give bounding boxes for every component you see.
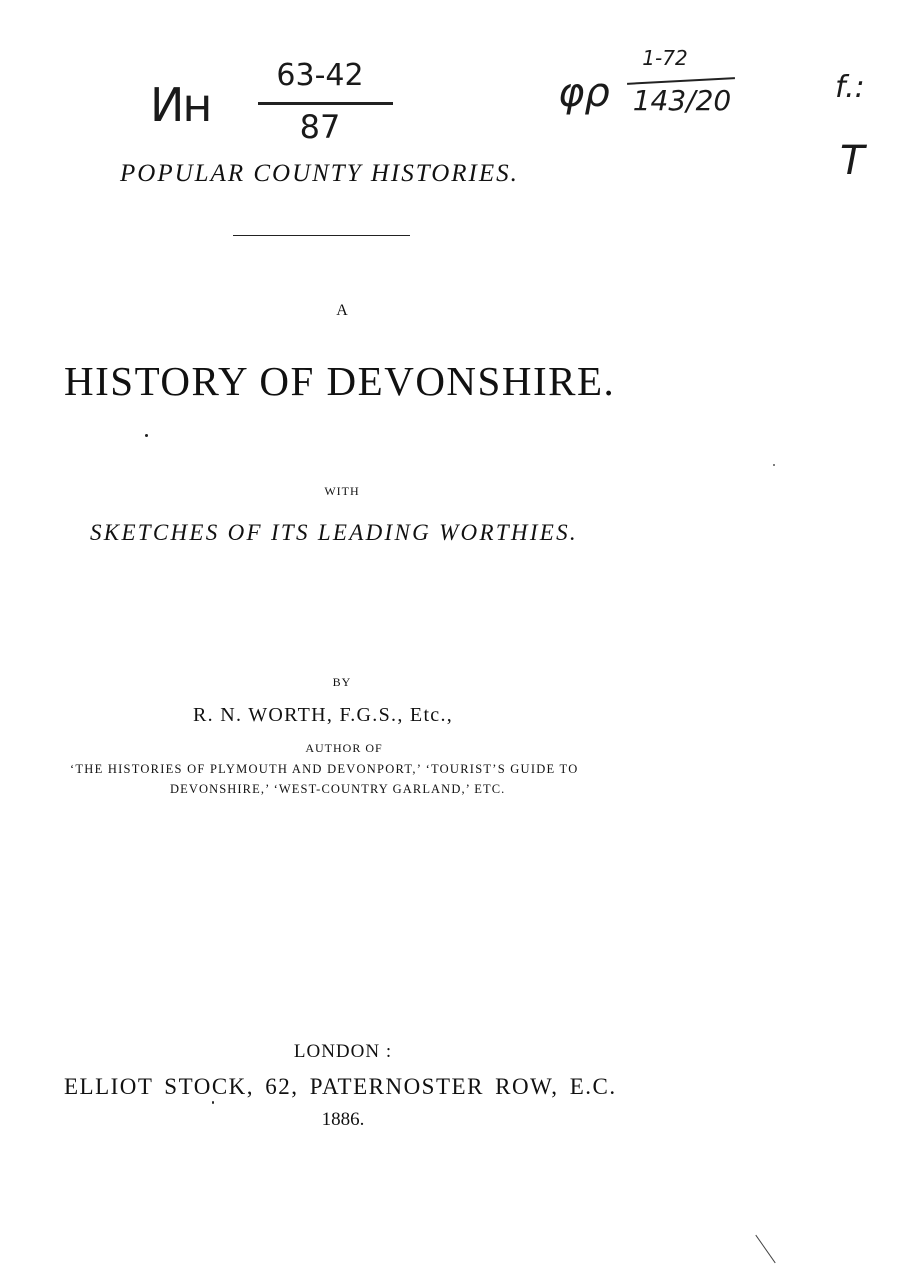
margin-mark-bottom: T <box>840 138 865 184</box>
shelfmark-prefix: Ин <box>150 78 211 132</box>
title-divider <box>233 235 410 236</box>
library-mark-numerator: 1-72 <box>642 46 688 70</box>
corner-mark <box>755 1235 775 1263</box>
series-title: POPULAR COUNTY HISTORIES. <box>120 160 519 187</box>
shelfmark-numerator: 63-42 <box>276 58 364 93</box>
by-label: BY <box>332 675 352 689</box>
author-works-line-2: DEVONSHIRE,’ ‘WEST-COUNTRY GARLAND,’ ETC. <box>170 782 506 796</box>
ink-speck <box>145 434 148 437</box>
author-works-line-1: ‘THE HISTORIES OF PLYMOUTH AND DEVONPORT,’ ‘TOURIST’S GUIDE TO <box>70 762 579 776</box>
shelfmark-fraction-line <box>258 102 393 105</box>
author-of-label: AUTHOR OF <box>305 741 383 755</box>
ink-speck <box>212 1101 214 1104</box>
subtitle: SKETCHES OF ITS LEADING WORTHIES. <box>90 520 578 545</box>
publication-place: LONDON : <box>293 1041 393 1062</box>
publisher-address: ELLIOT STOCK, 62, PATERNOSTER ROW, E.C. <box>64 1074 617 1099</box>
author-name: R. N. WORTH, F.G.S., Etc., <box>193 704 454 726</box>
publication-year: 1886. <box>321 1109 365 1130</box>
shelfmark-denominator: 87 <box>299 108 341 146</box>
ink-speck <box>773 464 775 466</box>
margin-mark-top: f.: <box>835 70 865 105</box>
main-title: HISTORY OF DEVONSHIRE. <box>64 358 616 404</box>
library-mark-denominator: 143/20 <box>632 84 732 117</box>
with-label: WITH <box>324 484 360 498</box>
title-article: A <box>336 302 348 319</box>
library-mark-prefix: φρ <box>558 70 610 116</box>
